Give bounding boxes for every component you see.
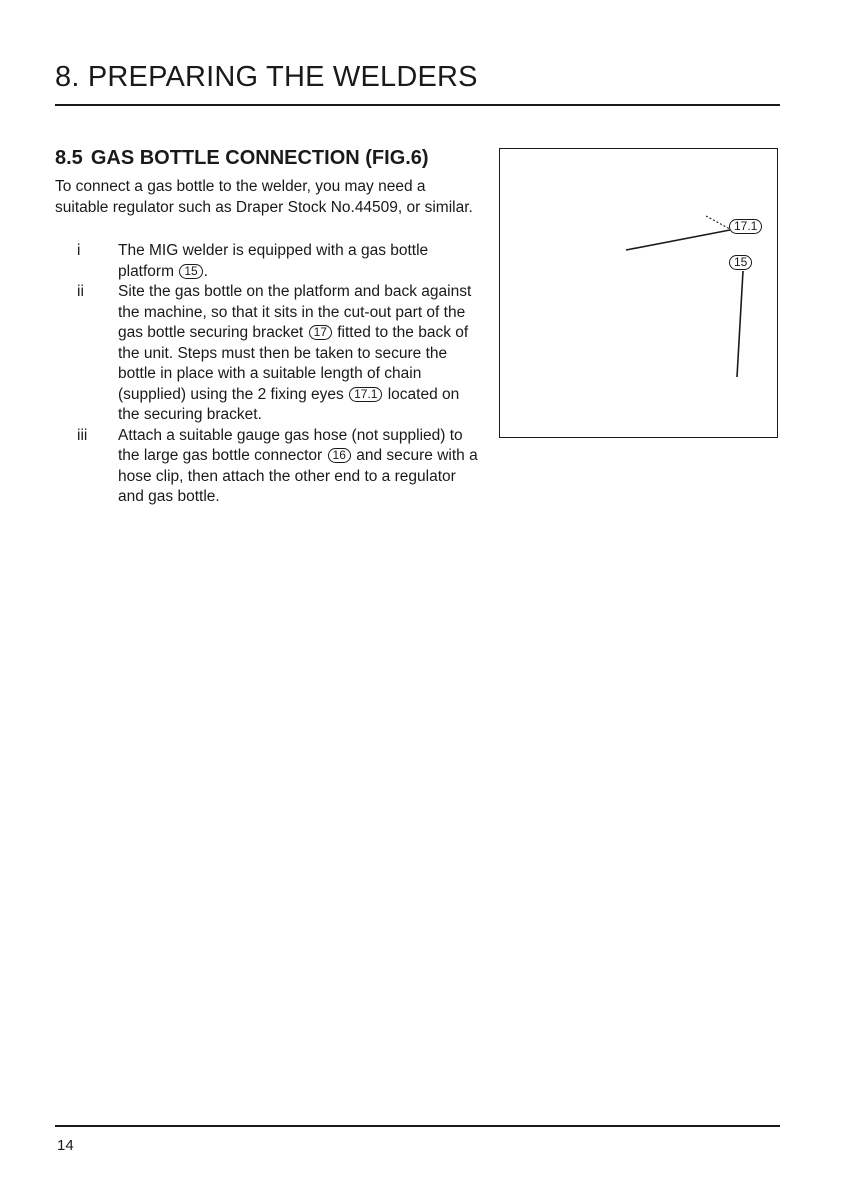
- page-title: 8. PREPARING THE WELDERS: [55, 61, 478, 93]
- footer-divider: [55, 1125, 780, 1127]
- step-text-segment: located on the securing bracket.: [118, 385, 460, 423]
- part-reference-badge: 17: [309, 325, 332, 340]
- part-reference-badge: 17.1: [349, 387, 382, 402]
- step-numeral: iii: [77, 426, 88, 444]
- step-text-segment: fitted to the back of the unit. Steps must then be taken to secure the bottle in place with a suitable length of chain (supplied) using the 2 fixing eyes: [118, 324, 469, 403]
- leader-lines: [500, 149, 779, 439]
- step-text: [118, 282, 480, 426]
- section-heading: [55, 146, 429, 170]
- step-text-segment: and secure with a hose clip, then attach the other end to a regulator and gas bottle.: [118, 447, 478, 505]
- step-1: [55, 241, 480, 282]
- leader-dotted-17-1: [706, 216, 730, 229]
- step-text-segment: .: [203, 262, 208, 280]
- leader-line-15: [737, 271, 743, 377]
- step-text-segment: The MIG welder is equipped with a gas bottle platform: [118, 242, 429, 280]
- step-text: [118, 241, 480, 282]
- step-text-segment: Attach a suitable gauge gas hose (not supplied) to the large gas bottle connector: [118, 426, 463, 464]
- step-3: [55, 426, 480, 508]
- callout-15: 15: [729, 255, 752, 270]
- title-divider: [55, 104, 780, 106]
- step-numeral: i: [77, 242, 81, 259]
- step-numeral: ii: [77, 283, 84, 300]
- page-number: 14: [57, 1137, 74, 1154]
- part-reference-badge: 15: [179, 264, 202, 279]
- callout-17-1: 17.1: [729, 219, 762, 234]
- instruction-steps: [55, 241, 480, 508]
- section-number: 8.5: [55, 147, 83, 169]
- figure-6-diagram: [499, 148, 778, 438]
- step-2: [55, 282, 480, 426]
- step-text-segment: Site the gas bottle on the platform and back against the machine, so that it sits in the cut-out part of the gas bottle securing bracket: [118, 283, 472, 341]
- leader-line-17-1: [626, 230, 730, 250]
- intro-paragraph: To connect a gas bottle to the welder, you may need a suitable regulator such as Draper Stock No.44509, or similar.: [55, 178, 473, 216]
- part-reference-badge: 16: [328, 448, 351, 463]
- step-text: [118, 426, 480, 508]
- section-heading-text: GAS BOTTLE CONNECTION (FIG.6): [90, 147, 429, 169]
